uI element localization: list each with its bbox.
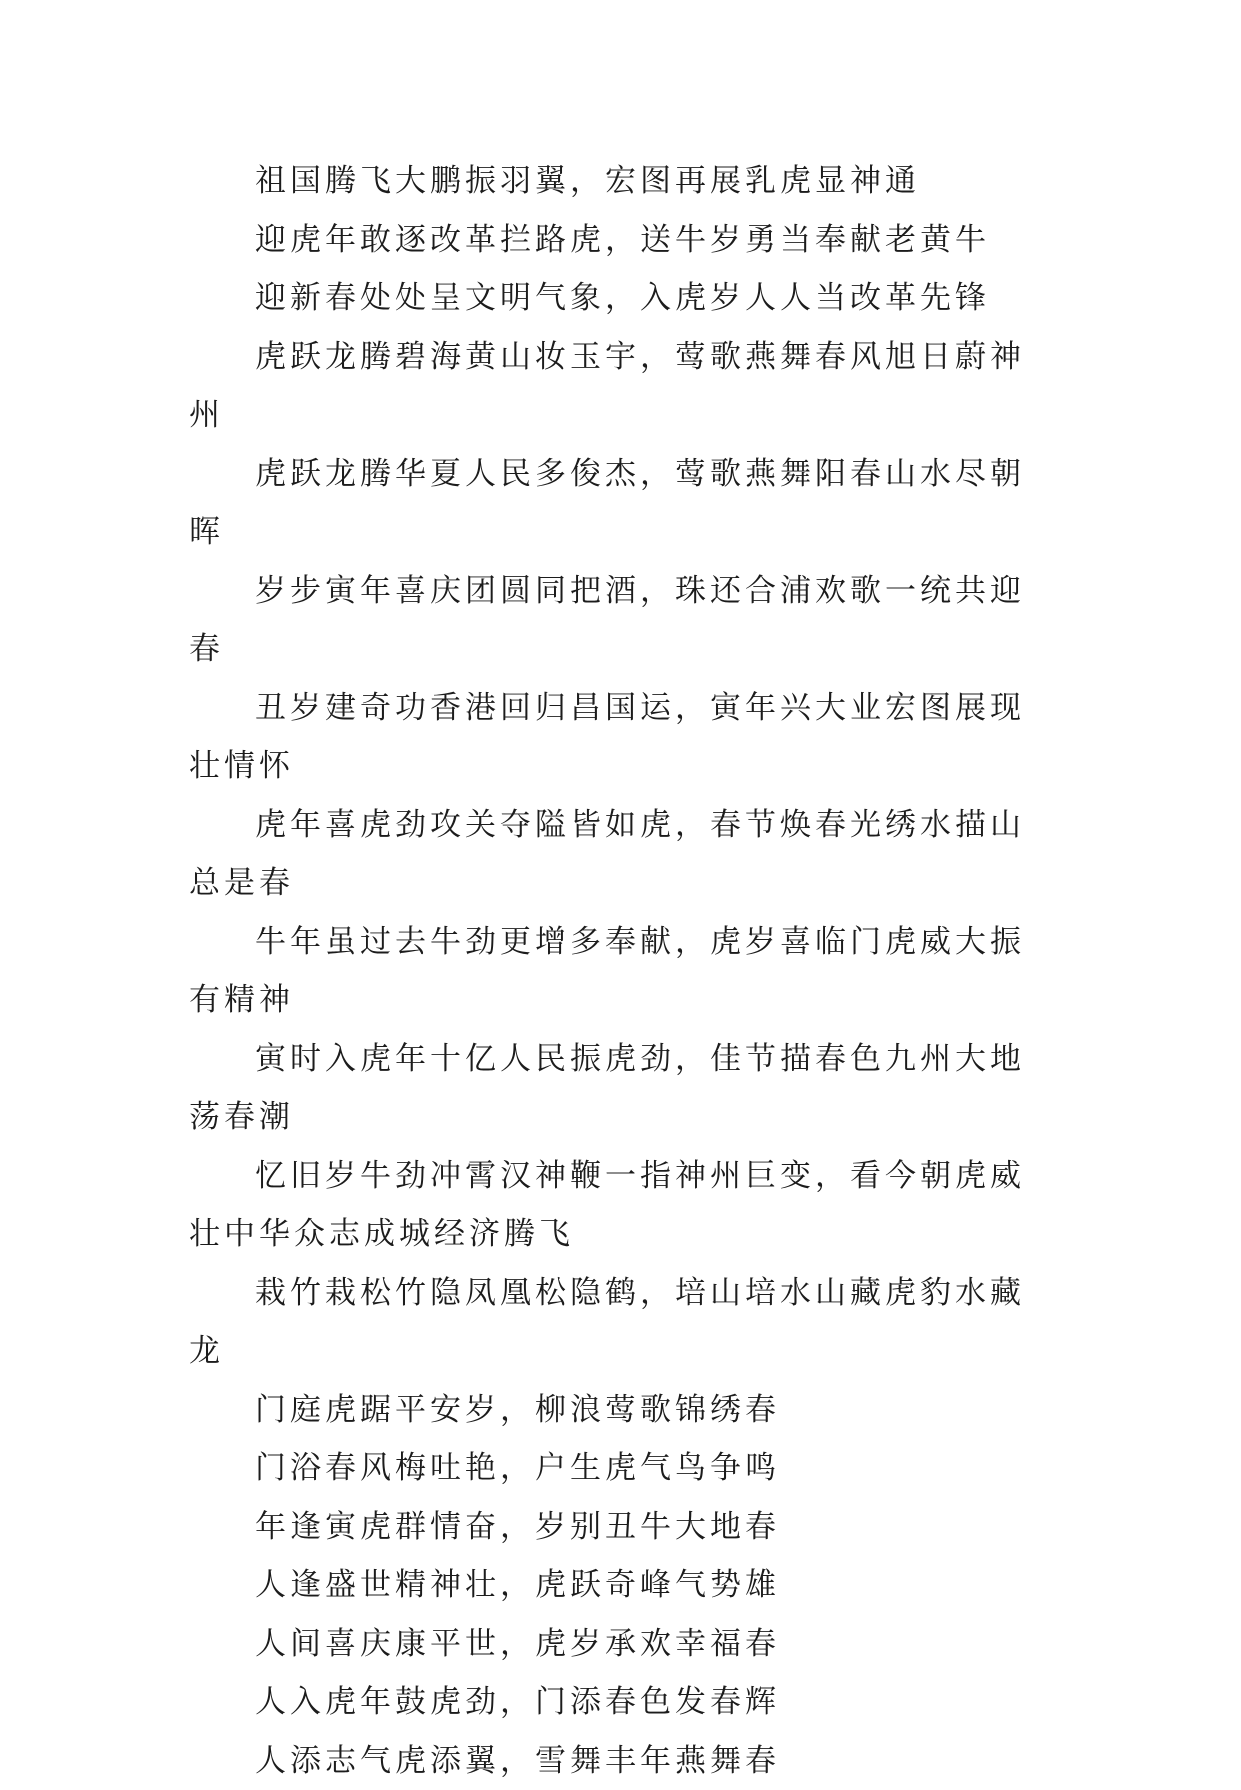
couplet-line-9: 牛年虽过去牛劲更增多奉献，虎岁喜临门虎威大振有精神 <box>189 913 1051 1030</box>
couplet-line-6: 岁步寅年喜庆团圆同把酒，珠还合浦欢歌一统共迎春 <box>189 562 1051 679</box>
couplet-line-4: 虎跃龙腾碧海黄山妆玉宇，莺歌燕舞春风旭日蔚神州 <box>189 328 1051 445</box>
couplet-line-13: 门庭虎踞平安岁，柳浪莺歌锦绣春 <box>189 1381 1051 1440</box>
couplet-line-1: 祖国腾飞大鹏振羽翼，宏图再展乳虎显神通 <box>189 152 1051 211</box>
couplet-line-16: 人逢盛世精神壮，虎跃奇峰气势雄 <box>189 1556 1051 1615</box>
couplet-list <box>189 152 1051 1790</box>
couplet-line-14: 门浴春风梅吐艳，户生虎气鸟争鸣 <box>189 1439 1051 1498</box>
couplet-line-17: 人间喜庆康平世，虎岁承欢幸福春 <box>189 1615 1051 1674</box>
couplet-line-2: 迎虎年敢逐改革拦路虎，送牛岁勇当奉献老黄牛 <box>189 211 1051 270</box>
couplet-line-15: 年逢寅虎群情奋，岁别丑牛大地春 <box>189 1498 1051 1557</box>
couplet-line-8: 虎年喜虎劲攻关夺隘皆如虎，春节焕春光绣水描山总是春 <box>189 796 1051 913</box>
couplet-line-18: 人入虎年鼓虎劲，门添春色发春辉 <box>189 1673 1051 1732</box>
couplet-line-7: 丑岁建奇功香港回归昌国运，寅年兴大业宏图展现壮情怀 <box>189 679 1051 796</box>
couplet-line-5: 虎跃龙腾华夏人民多俊杰，莺歌燕舞阳春山水尽朝晖 <box>189 445 1051 562</box>
couplet-line-3: 迎新春处处呈文明气象，入虎岁人人当改革先锋 <box>189 269 1051 328</box>
couplet-line-19: 人添志气虎添翼，雪舞丰年燕舞春 <box>189 1732 1051 1790</box>
couplet-line-10: 寅时入虎年十亿人民振虎劲，佳节描春色九州大地荡春潮 <box>189 1030 1051 1147</box>
couplet-line-12: 栽竹栽松竹隐凤凰松隐鹤，培山培水山藏虎豹水藏龙 <box>189 1264 1051 1381</box>
couplet-line-11: 忆旧岁牛劲冲霄汉神鞭一指神州巨变，看今朝虎威壮中华众志成城经济腾飞 <box>189 1147 1051 1264</box>
